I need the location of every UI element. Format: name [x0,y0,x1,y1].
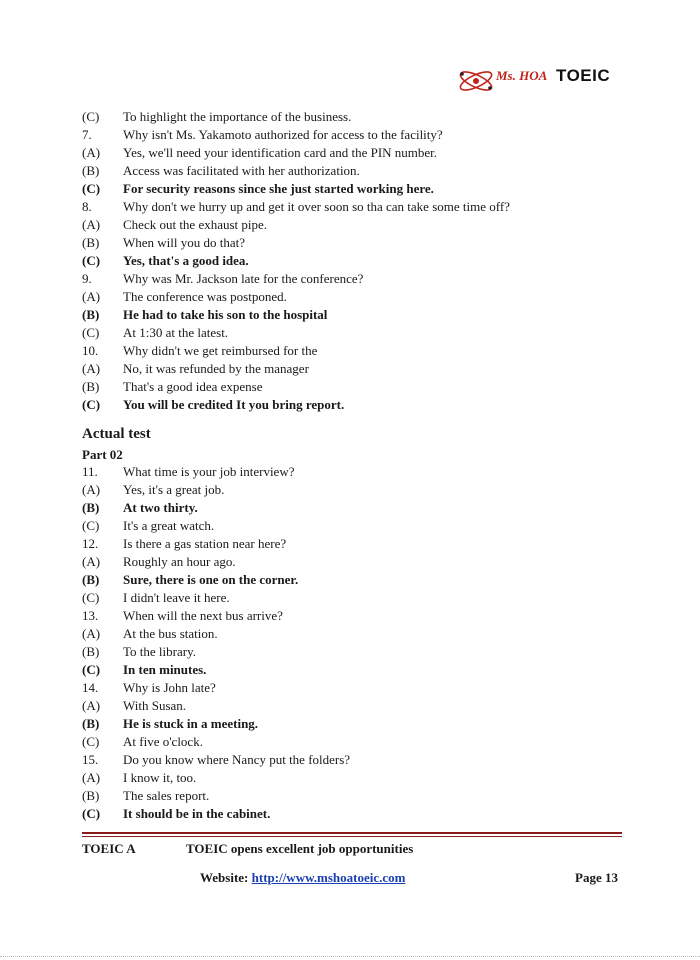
item-text: Access was facilitated with her authorization. [123,163,360,178]
item-text: The conference was postponed. [123,289,287,304]
item-label: 13. [82,608,99,623]
item-text: Why didn't we get reimbursed for the [123,343,318,358]
item-text: When will you do that? [123,235,246,250]
item-text: It should be in the cabinet. [123,806,271,821]
list-item [82,216,642,234]
list-item [82,679,642,697]
item-text: He had to take his son to the hospital [123,307,328,322]
website-link[interactable]: http://www.mshoatoeic.com [251,870,406,885]
list-item [82,625,642,643]
item-label: (C) [82,109,100,124]
item-label: (C) [82,734,100,749]
item-text: Yes, we'll need your identification card and the PIN number. [123,145,438,160]
list-item [82,517,642,535]
website-label: Website: [200,870,249,885]
item-label: (B) [82,716,100,731]
item-text: The sales report. [123,788,210,803]
item-label: (B) [82,644,100,659]
atom-logo-icon [456,64,500,98]
footer-rule-thin [82,836,622,837]
item-text: That's a good idea expense [123,379,263,394]
list-item [82,288,642,306]
logo-ms-text: Ms. HOA [496,68,548,83]
question-list-bottom [82,463,642,823]
list-item [82,553,642,571]
item-text: I didn't leave it here. [123,590,230,605]
footer-center-text: TOEIC opens excellent job opportunities [186,841,414,856]
item-label: (B) [82,572,100,587]
item-text: It's a great watch. [123,518,215,533]
item-label: (B) [82,500,100,515]
item-text: Why is John late? [123,680,216,695]
item-text: At the bus station. [123,626,218,641]
list-item [82,378,642,396]
list-item [82,306,642,324]
list-item [82,589,642,607]
part-title: Part 02 [82,447,123,462]
item-text: In ten minutes. [123,662,207,677]
list-item [82,607,642,625]
item-label: 9. [82,271,92,286]
item-label: (C) [82,518,100,533]
list-item [82,396,642,414]
list-item [82,324,642,342]
item-text: At five o'clock. [123,734,203,749]
item-text: At 1:30 at the latest. [123,325,229,340]
section-title: Actual test [82,426,151,442]
item-label: (A) [82,217,101,232]
page-bottom-divider [0,956,700,957]
item-label: (C) [82,325,100,340]
item-label: (C) [82,253,101,268]
item-label: (A) [82,482,101,497]
item-text: No, it was refunded by the manager [123,361,309,376]
list-item [82,643,642,661]
list-item [82,661,642,679]
list-item [82,463,642,481]
item-text: Why don't we hurry up and get it over soon so tha can take some time off? [123,199,510,214]
footer-rule-thick [82,832,622,834]
item-label: 8. [82,199,92,214]
list-item [82,499,642,517]
item-label: (B) [82,379,100,394]
list-item [82,360,642,378]
item-label: (C) [82,181,101,196]
item-text: To the library. [123,644,196,659]
item-label: 10. [82,343,99,358]
item-text: He is stuck in a meeting. [123,716,259,731]
footer-left-text: TOEIC A [82,841,136,856]
list-item [82,697,642,715]
list-item [82,481,642,499]
footer-website-row [82,869,622,887]
list-item [82,535,642,553]
list-item [82,126,642,144]
item-text: Do you know where Nancy put the folders? [123,752,351,767]
item-text: With Susan. [123,698,187,713]
list-item [82,787,642,805]
item-text: For security reasons since she just started working here. [123,181,434,196]
list-item [82,769,642,787]
logo-toeic-text: TOEIC [556,66,611,85]
item-label: (A) [82,770,101,785]
item-text: Is there a gas station near here? [123,536,287,551]
item-label: (C) [82,590,100,605]
item-label: 15. [82,752,99,767]
item-text: I know it, too. [123,770,197,785]
list-item [82,270,642,288]
list-item [82,198,642,216]
item-label: 11. [82,464,98,479]
item-label: 12. [82,536,99,551]
item-label: (A) [82,554,101,569]
item-label: (B) [82,163,100,178]
item-text: You will be credited It you bring report. [123,397,345,412]
list-item [82,234,642,252]
item-text: What time is your job interview? [123,464,295,479]
item-label: (A) [82,361,101,376]
item-label: 7. [82,127,92,142]
item-text: To highlight the importance of the business. [123,109,352,124]
list-item [82,805,642,823]
item-text: Why isn't Ms. Yakamoto authorized for access to the facility? [123,127,443,142]
list-item [82,342,642,360]
item-text: Sure, there is one on the corner. [123,572,299,587]
item-label: (A) [82,626,101,641]
item-text: Roughly an hour ago. [123,554,236,569]
footer-website [200,869,405,887]
item-label: (C) [82,806,101,821]
list-item [82,162,642,180]
item-label: (B) [82,235,100,250]
item-label: (A) [82,145,101,160]
question-list-top [82,108,642,414]
item-label: 14. [82,680,99,695]
item-text: Yes, it's a great job. [123,482,225,497]
list-item [82,571,642,589]
document-body [82,108,642,823]
list-item [82,733,642,751]
item-label: (A) [82,698,101,713]
list-item [82,715,642,733]
list-item [82,108,642,126]
item-label: (A) [82,289,101,304]
item-label: (B) [82,307,100,322]
item-text: Yes, that's a good idea. [123,253,249,268]
list-item [82,252,642,270]
page-number: Page 13 [575,870,618,885]
item-text: Check out the exhaust pipe. [123,217,268,232]
footer-title-row [82,840,622,858]
item-text: Why was Mr. Jackson late for the conference? [123,271,364,286]
list-item [82,751,642,769]
item-label: (B) [82,788,100,803]
list-item [82,144,642,162]
item-text: When will the next bus arrive? [123,608,283,623]
list-item [82,180,642,198]
item-label: (C) [82,397,101,412]
brand-logo [456,64,626,98]
item-label: (C) [82,662,101,677]
item-text: At two thirty. [123,500,198,515]
